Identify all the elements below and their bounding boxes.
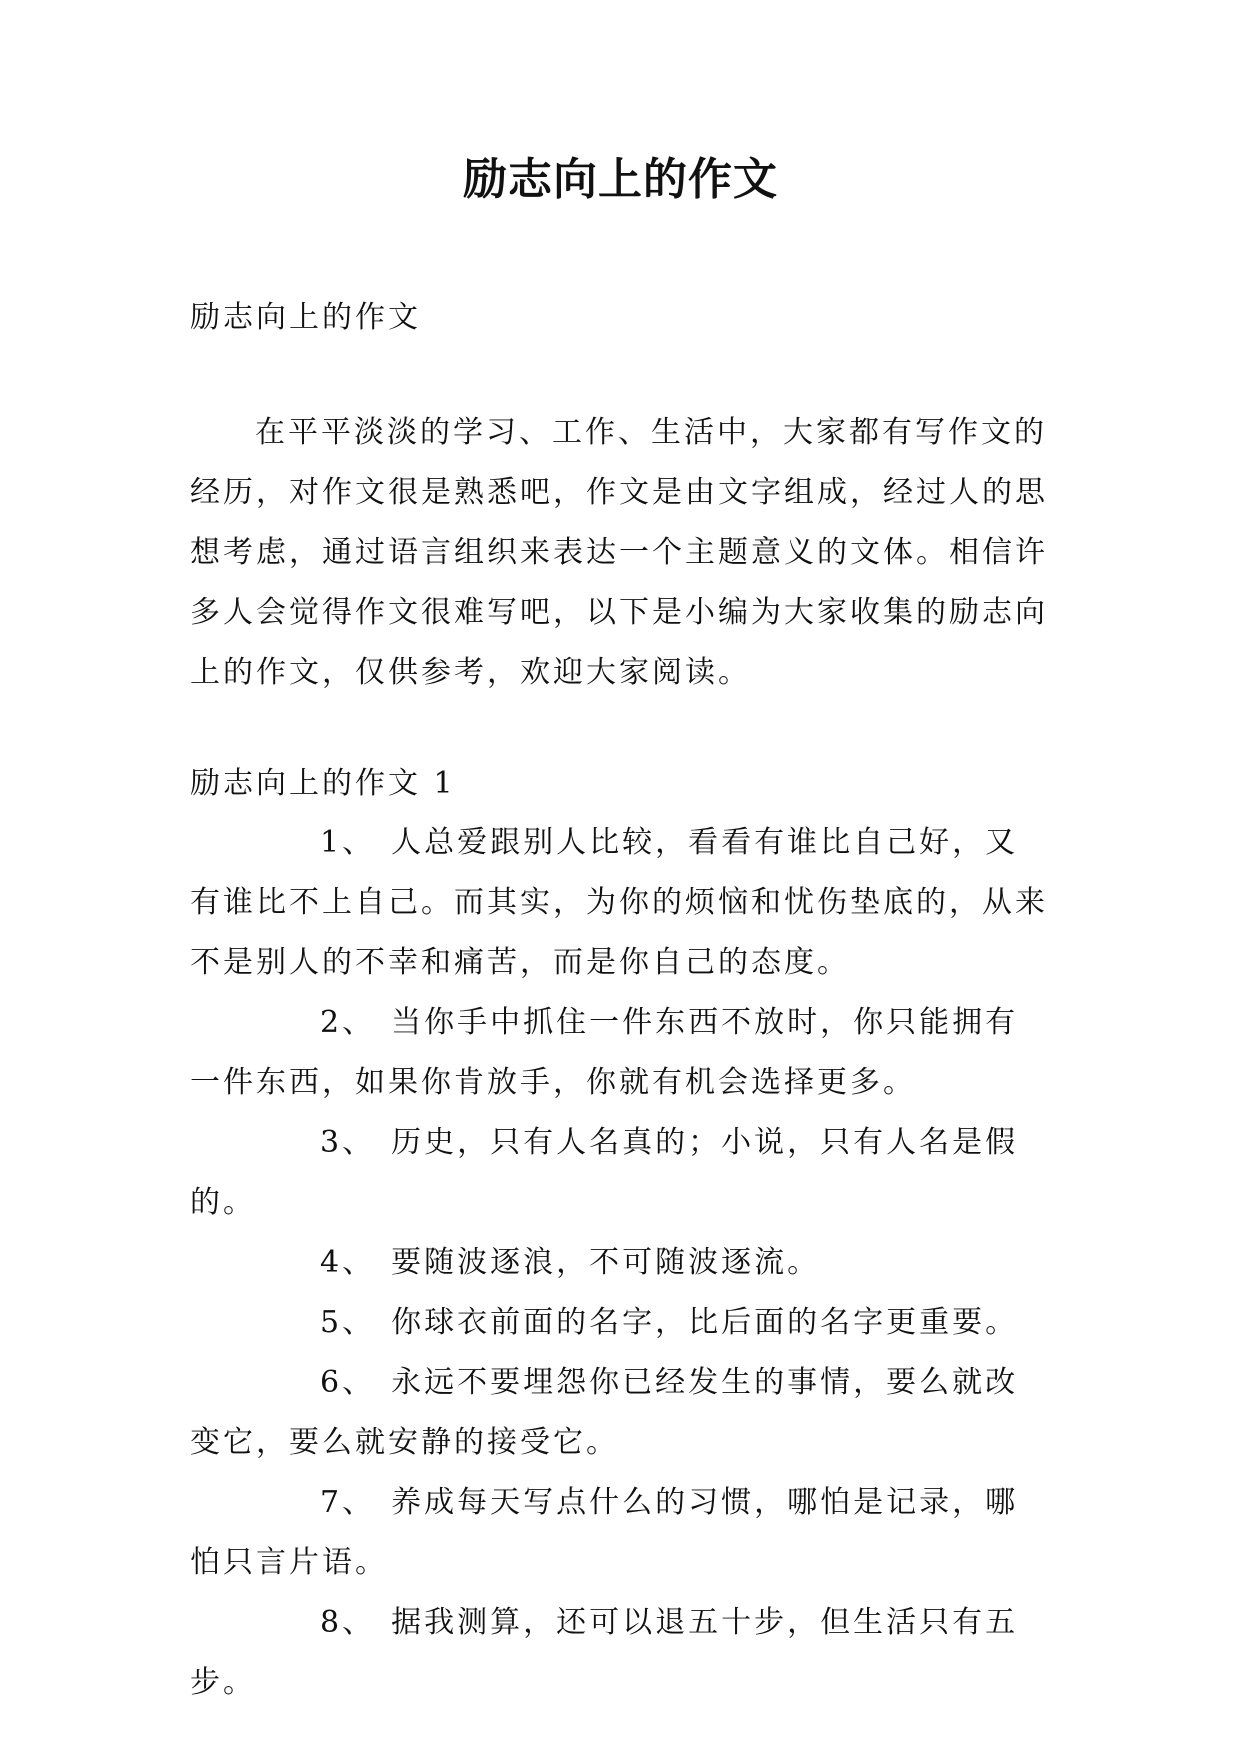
list-item xyxy=(190,1593,1050,1713)
list-item-text: 历史，只有人名真的；小说，只有人名是假的。 xyxy=(190,1125,1019,1220)
list-item-number: 3、 xyxy=(320,1125,376,1160)
list-item-text: 你球衣前面的名字，比后面的名字更重要。 xyxy=(391,1305,1019,1340)
list-item xyxy=(190,1473,1050,1593)
list-item-number: 8、 xyxy=(320,1605,376,1640)
list-item-text: 永远不要埋怨你已经发生的事情，要么就改变它，要么就安静的接受它。 xyxy=(190,1365,1019,1460)
section-heading: 励志向上的作文 1 xyxy=(190,766,456,801)
list-item xyxy=(190,813,1050,993)
list-item xyxy=(190,1293,1050,1353)
list-item-text: 人总爱跟别人比较，看看有谁比自己好，又有谁比不上自己。而其实，为你的烦恼和忧伤垫底的，从来不是别人的不幸和痛苦，而是你自己的态度。 xyxy=(190,825,1048,980)
list-item-number: 7、 xyxy=(320,1485,376,1520)
list-item-number: 4、 xyxy=(320,1245,376,1280)
quote-list xyxy=(190,813,1050,1713)
list-item-number: 6、 xyxy=(320,1365,376,1400)
list-item-text: 养成每天写点什么的习惯，哪怕是记录，哪怕只言片语。 xyxy=(190,1485,1019,1580)
list-item-number: 2、 xyxy=(320,1005,376,1040)
intro-paragraph: 在平平淡淡的学习、工作、生活中，大家都有写作文的经历，对作文很是熟悉吧，作文是由文字组成，经过人的思想考虑，通过语言组织来表达一个主题意义的文体。相信许多人会觉得作文很难写吧，以下是小编为大家收集的励志向上的作文，仅供参考，欢迎大家阅读。 xyxy=(190,415,1048,690)
list-item xyxy=(190,1113,1050,1233)
document-title: 励志向上的作文 xyxy=(463,154,778,205)
list-item-text: 当你手中抓住一件东西不放时，你只能拥有一件东西，如果你肯放手，你就有机会选择更多。 xyxy=(190,1005,1019,1100)
list-item-number: 1、 xyxy=(320,825,376,860)
list-item-number: 5、 xyxy=(320,1305,376,1340)
document-subtitle: 励志向上的作文 xyxy=(190,300,421,335)
list-item-text: 要随波逐浪，不可随波逐流。 xyxy=(391,1245,821,1280)
list-item xyxy=(190,993,1050,1113)
list-item xyxy=(190,1233,1050,1293)
list-item-text: 据我测算，还可以退五十步，但生活只有五步。 xyxy=(190,1605,1019,1700)
list-item xyxy=(190,1353,1050,1473)
